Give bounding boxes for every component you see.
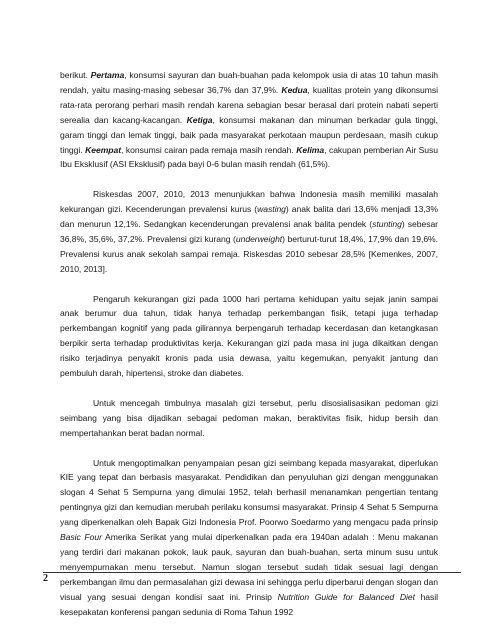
term-underweight: underweight	[235, 233, 283, 244]
text-run: hasil kesepakatan konferensi pangan sedunia di Roma Tahun 1992	[60, 591, 439, 617]
paragraph-gap	[60, 172, 438, 187]
text-run: Untuk mengoptimalkan penyampaian pesan gizi seimbang kepada masyarakat, diperlukan KIE yang tepat dan berbasis masyarakat. Pendidikan dan penyuluhan gizi dengan menggunakan slogan 4 Sehat 5 Sempurna yang dimulai 1952, telah berhasil menanamkan pengertian tentang pentingnya gizi dan kemudian merubah perilaku konsumsi masyarakat. Prinsip 4 Sehat 5 Sempurna yang diperkenalkan oleh Bapak Gizi Indonesia Prof. Poorwo Soedarmo yang mengacu pada prinsip	[60, 457, 438, 528]
term-nutrition-guide: Nutrition Guide for Balanced Diet	[277, 591, 415, 602]
text-run: Amerika Serikat yang mulai diperkenalkan pada era 1940an adalah : Menu makanan yang terdiri dari makanan pokok, lauk pauk, sayuran dan buah-buahan, serta minum susu untuk menyempurnakan menu tersebut. Namun slogan tersebut sudah tidak sesuai lagi dengan perkembangan ilmu dan permasalahan gizi dewasa ini sehingga perlu diperbarui dengan slogan dan visual yang sesuai dengan kondisi saat ini. Prinsip	[60, 532, 438, 602]
text-run: ) sebesar 36,8%, 35,6%, 37,2%. Prevalensi gizi kurang (	[60, 219, 438, 244]
text-run: Riskesdas 2007, 2010, 2013 menunjukkan bahwa Indonesia masih memiliki masalah kekurangan gizi. Kecenderungan prevalensi kurus (	[60, 189, 438, 215]
term-stunting: stunting	[372, 219, 402, 230]
paragraph-2	[60, 187, 438, 276]
footer-divider	[43, 572, 461, 573]
text-run: , cakupan pemberian Air Susu Ibu Eksklusif (ASI Eksklusif) pada bayi 0-6 bulan masih rendah (61,5%).	[60, 144, 439, 170]
paragraph-3: Pengaruh kekurangan gizi pada 1000 hari pertama kehidupan yaitu sejak janin sampai anak berumur dua tahun, tidak hanya terhadap perkembangan fisik, tetapi juga terhadap perkembangan kognitif yang pada gilirannya berpengaruh terhadap kecerdasan dan ketangkasan berpikir serta terhadap produktivitas kerja. Kekurangan gizi pada masa ini juga dikaitkan dengan risiko terjadinya penyakit kronis pada usia dewasa, yaitu kegemukan, penyakit jantung dan pembuluh darah, hipertensi, stroke dan diabetes.	[60, 293, 438, 379]
keyword-pertama: Pertama	[90, 70, 125, 80]
keyword-ketiga: Ketiga	[186, 114, 213, 125]
keyword-keempat: Keempat	[85, 144, 122, 155]
paragraph-gap	[60, 441, 438, 456]
text-run: ) berturut-turut 18,4%, 17,9% dan 19,6%. Prevalensi kurus anak sekolah sampai remaja. Riskesdas 2010 sebesar 28,5% [Kemenkes, 2007, 2010, 2013].	[60, 233, 438, 274]
paragraph-4: Untuk mencegah timbulnya masalah gizi tersebut, perlu disosialisasikan pedoman gizi seimbang yang bisa dijadikan sebagai pedoman makan, beraktivitas fisik, hidup bersih dan mempertahankan berat badan normal.	[60, 397, 438, 438]
text-run: berikut.	[60, 70, 91, 80]
paragraph-1	[60, 68, 438, 172]
term-wasting: wasting	[257, 204, 286, 215]
page-number: 2	[43, 573, 48, 584]
text-run: , konsumsi cairan pada remaja masih rendah.	[121, 144, 297, 155]
keyword-kedua: Kedua	[281, 84, 308, 95]
text-run: , konsumsi makanan dan minuman berkadar gula tinggi, garam tinggi dan lemak tinggi, baik pada masyarakat perkotaan maupun perdesaan, masih cukup tinggi.	[60, 114, 438, 155]
paragraph-gap	[60, 381, 438, 396]
text-run: , kualitas protein yang dikonsumsi rata-rata perorang perhari masih rendah karena sebagian besar berasal dari protein nabati seperti serealia dan kacang-kacangan.	[60, 84, 438, 125]
text-run: , konsumsi sayuran dan buah-buahan pada kelompok usia di atas 10 tahun masih rendah, yaitu masing-masing sebesar 36,7% dan 37,9%.	[60, 70, 439, 95]
term-basic-four: Basic Four	[60, 532, 102, 543]
paragraph-5	[60, 456, 438, 620]
keyword-kelima: Kelima	[296, 144, 325, 155]
text-run: ) anak balita dari 13,6% menjadi 13,3% dan menurun 12,1%. Sedangkan kecenderungan prevalensi anak balita pendek (	[60, 204, 438, 230]
body-text	[60, 68, 438, 619]
paragraph-gap	[60, 277, 438, 292]
